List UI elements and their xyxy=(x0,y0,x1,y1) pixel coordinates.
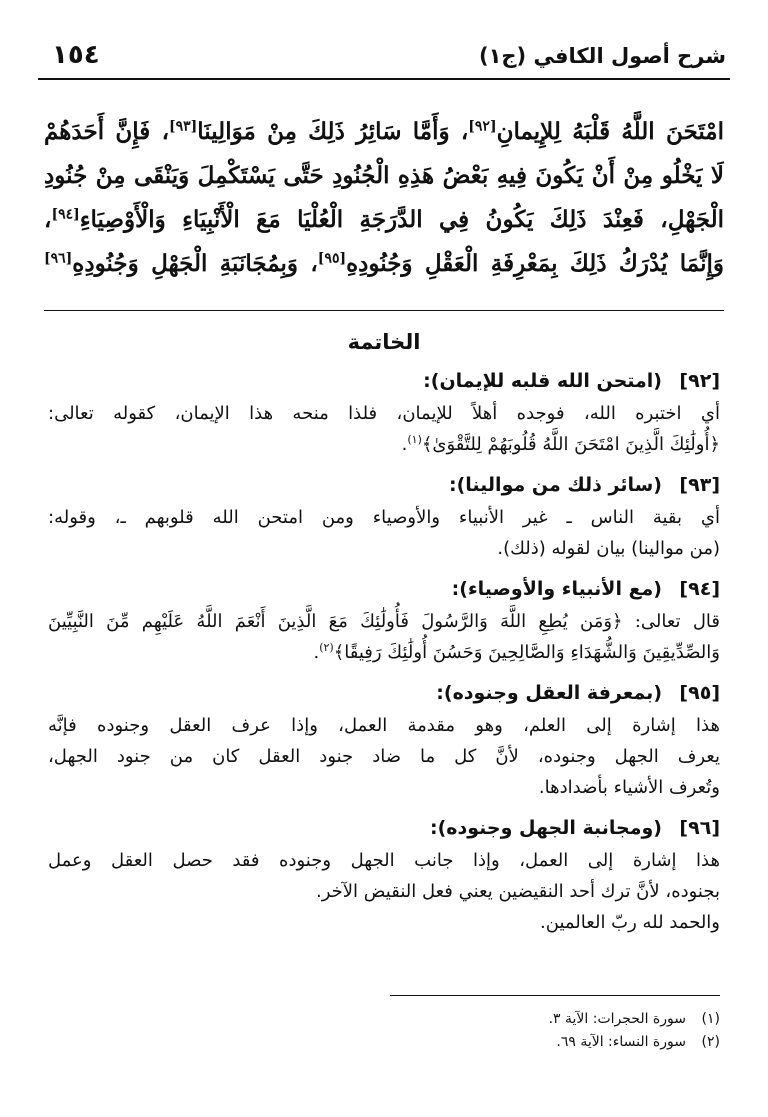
section-divider xyxy=(44,310,724,311)
note-line: يعرف الجهل وجنوده، لأنَّ كل ما ضاد جنود العقل كان من جنود الجهل، xyxy=(48,746,720,767)
note-line: (من موالينا) بيان لقوله (ذلك). xyxy=(497,538,720,559)
note-ref: [٩٣] xyxy=(169,118,198,135)
note-item xyxy=(48,474,720,564)
note-line: وَالصِّدِّيقِينَ وَالشُّهَدَاءِ وَالصَّالِحِينَ وَحَسُنَ أُولَٰئِكَ رَفِيقًا﴾$^{(٢)}$. xyxy=(313,641,720,663)
note-title: (بمعرفة العقل وجنوده): xyxy=(436,682,662,704)
note-line: والحمد لله ربّ العالمين. xyxy=(540,912,720,933)
footnotes xyxy=(48,1008,720,1054)
note-item xyxy=(48,370,720,460)
note-line: بجنوده، لأنَّ ترك أحد النقيضين يعني فعل النقيض الآخر. xyxy=(315,881,720,902)
note-title: (سائر ذلك من موالينا): xyxy=(449,474,662,496)
section-title: الخاتمة xyxy=(347,330,421,354)
note-number: [٩٥] xyxy=(679,682,720,704)
main-text-line: الْجَهْلِ، فَعِنْدَ ذَلِكَ يَكُونُ فِي الدَّرَجَةِ الْعُلْيَا مَعَ الْأَنْبِيَاءِ وَالْأَوْصِيَاءِ[٩٤]، xyxy=(44,206,724,233)
footnote-ref[interactable]: (١) xyxy=(407,433,422,446)
note-title: (ومجانبة الجهل وجنوده): xyxy=(430,817,662,839)
note-line: أي اختبره الله، فوجده أهلاً للإيمان، فلذا منحه هذا الإيمان، كقوله تعالى: xyxy=(48,403,720,424)
note-ref: [٩٤] xyxy=(51,206,80,223)
note-number: [٩٢] xyxy=(679,370,720,392)
footnote-item xyxy=(48,1008,720,1031)
main-text-line: لَا يَخْلُو مِنْ أَنْ يَكُونَ فِيهِ بَعْضُ هَذِهِ الْجُنُودِ حَتَّى يَسْتَكْمِلَ وَيَنْقَى مِنْ جُنُودِ xyxy=(44,162,724,189)
footnote-divider xyxy=(390,995,720,996)
main-text-line: امْتَحَنَ اللَّهُ قَلْبَهُ لِلإِيمانِ[٩٢]، وَأَمَّا سَائِرُ ذَلِكَ مِنْ مَوَالِينَا[٩٣]، فَإِنَّ أَحَدَهُمْ xyxy=(44,118,724,145)
note-item xyxy=(48,682,720,803)
note-line: هذا إشارة إلى العلم، وهو مقدمة العمل، وإذا عرف العقل وجنوده فإنَّه xyxy=(48,715,720,736)
page-header xyxy=(38,38,730,80)
note-line: وتُعرف الأشياء بأضدادها. xyxy=(538,777,720,798)
running-title: شرح أصول الكافي (ج١) xyxy=(478,44,726,68)
note-line: قال تعالى: ﴿وَمَن يُطِعِ اللَّهَ وَالرَّسُولَ فَأُولَٰئِكَ مَعَ الَّذِينَ أَنْعَمَ اللَّهُ عَلَيْهِم مِّنَ النَّبِيِّينَ xyxy=(48,611,720,632)
main-text xyxy=(44,110,724,286)
note-item xyxy=(48,817,720,938)
commentary-notes xyxy=(48,370,720,952)
quran-verse: ﴿أُولَٰئِكَ الَّذِينَ امْتَحَنَ اللَّهُ قُلُوبَهُمْ لِلتَّقْوَىٰ﴾ xyxy=(421,434,720,455)
page-number: ١٥٤ xyxy=(52,40,100,70)
footnote-text: سورة الحجرات: الآية ٣. xyxy=(548,1011,686,1027)
note-line: هذا إشارة إلى العمل، وإذا جانب الجهل وجنوده فقد حصل العقل وعمل xyxy=(48,850,720,871)
note-item xyxy=(48,578,720,668)
note-number: [٩٤] xyxy=(679,578,720,600)
quran-verse: وَالصِّدِّيقِينَ وَالشُّهَدَاءِ وَالصَّالِحِينَ وَحَسُنَ أُولَٰئِكَ رَفِيقًا﴾ xyxy=(333,642,720,663)
note-title: (مع الأنبياء والأوصياء): xyxy=(451,578,662,600)
footnote-item xyxy=(48,1031,720,1054)
note-line: ﴿أُولَٰئِكَ الَّذِينَ امْتَحَنَ اللَّهُ قُلُوبَهُمْ لِلتَّقْوَىٰ﴾$^{(١)}$. xyxy=(401,433,720,455)
footnote-ref[interactable]: (٢) xyxy=(319,641,334,654)
note-number: [٩٣] xyxy=(679,474,720,496)
footnote-number: (١) xyxy=(701,1011,720,1027)
note-line: أي بقية الناس ـ غير الأنبياء والأوصياء ومن امتحن الله قلوبهم ـ، وقوله: xyxy=(48,507,720,528)
footnote-number: (٢) xyxy=(701,1034,720,1050)
note-number: [٩٦] xyxy=(679,817,720,839)
note-ref: [٩٦] xyxy=(44,250,73,267)
note-title: (امتحن الله قلبه للإيمان): xyxy=(423,370,662,392)
main-text-line: وَإِنَّمَا يُدْرَكُ ذَلِكَ بِمَعْرِفَةِ الْعَقْلِ وَجُنُودِهِ[٩٥]، وَبِمُجَانَبَةِ الْجَهْلِ وَجُنُودِهِ[٩٦] xyxy=(44,250,724,277)
note-ref: [٩٢] xyxy=(468,118,497,135)
note-ref: [٩٥] xyxy=(317,250,347,267)
footnote-text: سورة النساء: الآية ٦٩. xyxy=(556,1034,686,1050)
